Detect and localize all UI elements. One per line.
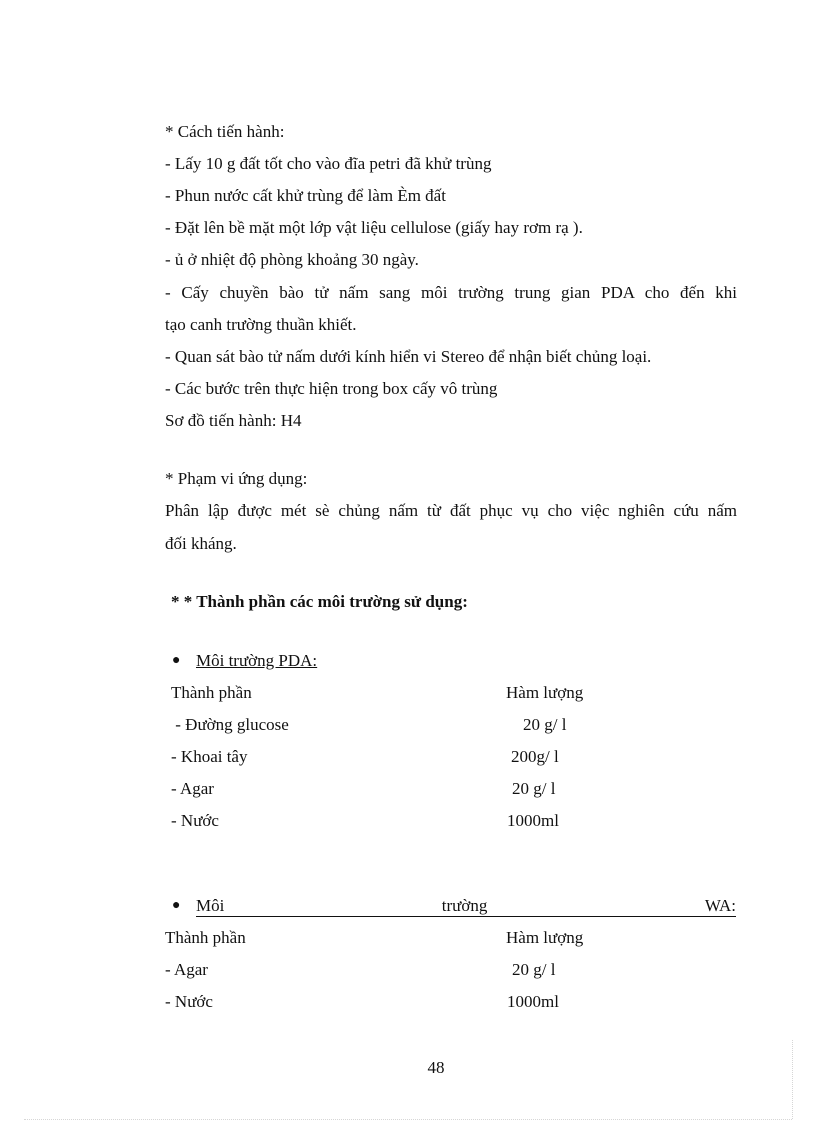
diagram-reference: Sơ đồ tiến hành: H4 <box>165 411 302 430</box>
wa-row-agar-amount: 20 g/ l <box>512 960 556 979</box>
procedure-step-5-continued: tạo canh trường thuần khiết. <box>165 315 357 334</box>
wa-row-agar-name: - Agar <box>165 960 208 979</box>
wa-column-component: Thành phần <box>165 928 246 947</box>
pda-bullet-icon: ● <box>172 653 181 668</box>
wa-title-word-1: Môi <box>196 896 225 915</box>
pda-row-agar-name: - Agar <box>171 779 214 798</box>
wa-title-word-2: trường <box>441 896 488 915</box>
pda-row-glucose-name: - Đường glucose <box>171 715 289 734</box>
pda-row-potato-name: - Khoai tây <box>171 747 248 766</box>
procedure-step-2: - Phun nước cất khử trùng để làm Èm đất <box>165 186 446 205</box>
page-right-border <box>792 1040 793 1119</box>
pda-row-potato-amount: 200g/ l <box>511 747 559 766</box>
pda-row-agar-amount: 20 g/ l <box>512 779 556 798</box>
scope-text-line-2: đối kháng. <box>165 534 237 553</box>
procedure-step-6: - Quan sát bào tử nấm dưới kính hiển vi Stereo để nhận biết chủng loại. <box>165 347 652 366</box>
media-section-heading: * * Thành phần các môi trường sử dụng: <box>171 592 468 611</box>
wa-row-water-name: - Nước <box>165 992 213 1011</box>
pda-column-amount: Hàm lượng <box>506 683 584 702</box>
wa-title-word-3: WA: <box>704 896 736 915</box>
procedure-step-1: - Lấy 10 g đất tốt cho vào đĩa petri đã khử trùng <box>165 154 492 173</box>
wa-row-water-amount: 1000ml <box>507 992 559 1011</box>
wa-bullet-icon: ● <box>172 898 181 913</box>
procedure-step-4: - ủ ở nhiệt độ phòng khoảng 30 ngày. <box>165 250 419 269</box>
page-bottom-border <box>24 1119 792 1120</box>
wa-column-amount: Hàm lượng <box>506 928 584 947</box>
scope-text-line-1: Phân lập được mét sè chủng nấm từ đất phục vụ cho việc nghiên cứu nấm <box>165 501 737 520</box>
scope-heading: * Phạm vi ứng dụng: <box>165 469 308 488</box>
procedure-step-7: - Các bước trên thực hiện trong box cấy vô trùng <box>165 379 498 398</box>
procedure-step-3: - Đặt lên bề mặt một lớp vật liệu cellulose (giấy hay rơm rạ ). <box>165 218 583 237</box>
pda-row-water-name: - Nước <box>171 811 219 830</box>
procedure-heading: * Cách tiến hành: <box>165 122 285 141</box>
procedure-step-5: - Cấy chuyền bào tử nấm sang môi trường trung gian PDA cho đến khi <box>165 283 737 302</box>
pda-title: Môi trường PDA: <box>196 651 318 670</box>
wa-title <box>196 896 736 917</box>
pda-row-water-amount: 1000ml <box>507 811 559 830</box>
pda-row-glucose-amount: 20 g/ l <box>523 715 567 734</box>
pda-column-component: Thành phần <box>171 683 252 702</box>
page-number: 48 <box>427 1058 445 1077</box>
